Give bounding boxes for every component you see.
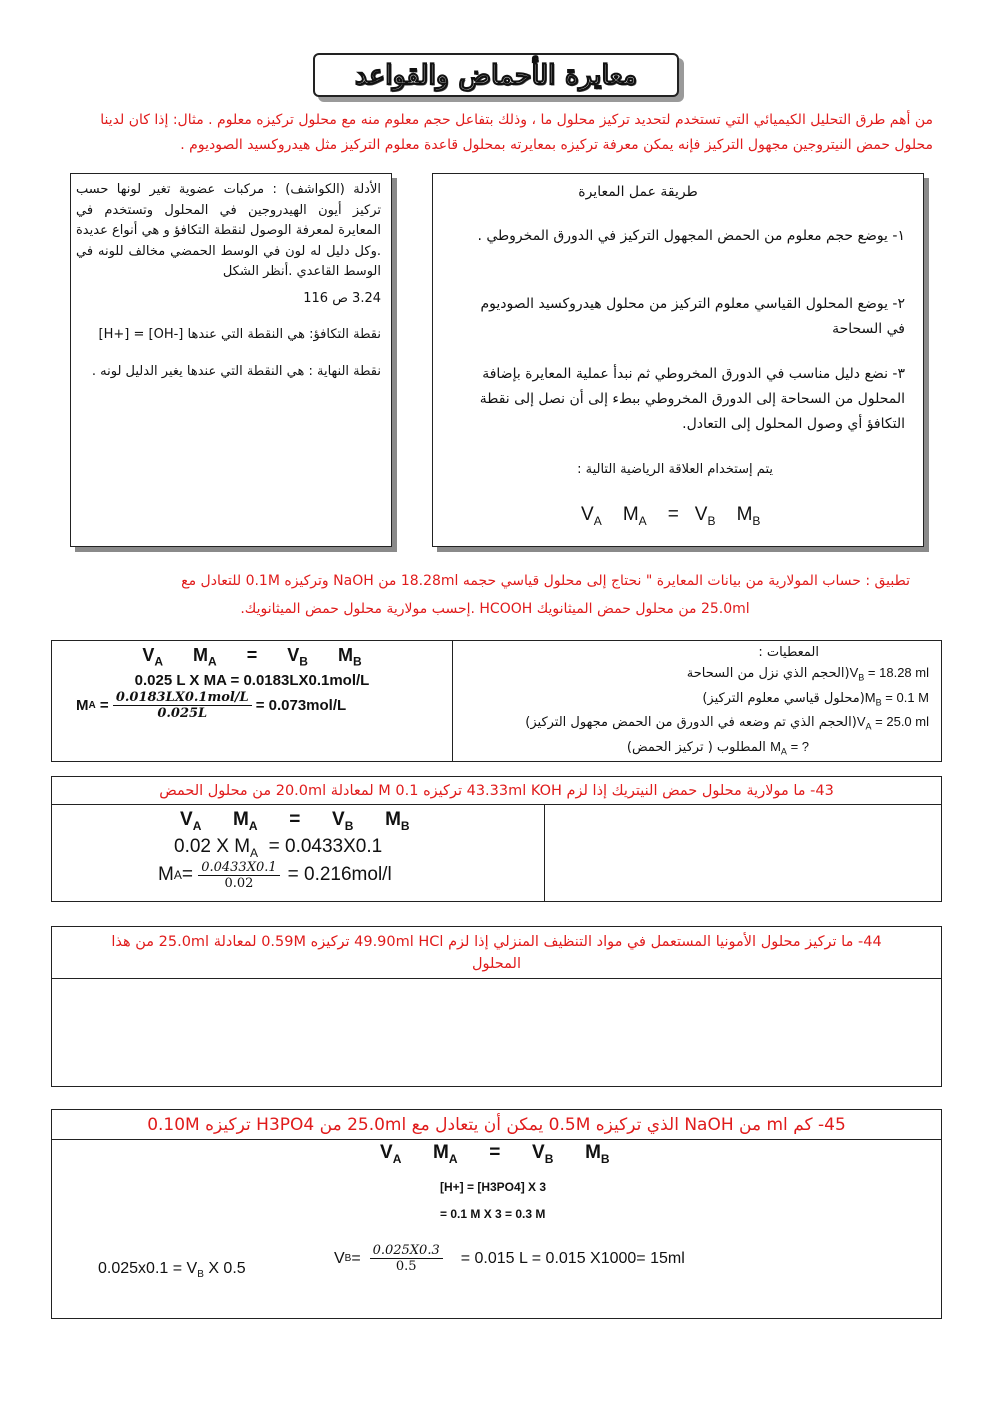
q45-h-line: [H+] = [H3PO4] X 3: [440, 1180, 547, 1194]
relation-label: يتم إستخدام العلاقة الرياضية التالية :: [577, 462, 773, 477]
question-44-answer-area: [52, 979, 942, 1087]
question-43-table: [51, 776, 942, 902]
question-45-table: [51, 1109, 942, 1319]
application-table: [51, 640, 942, 762]
q43-formula: $V_A$ $M_A$ = $V_B$ $M_B$: [180, 809, 410, 833]
title-banner: [313, 53, 679, 97]
procedure-heading: طريقة عمل المعايرة: [578, 184, 698, 200]
solution-substitution: 0.025 L X MA = 0.0183LX0.1mol/L: [134, 671, 370, 689]
indicators-text: [76, 180, 381, 382]
q45-result: V B = $\frac{0.025X0.3}{0.5}$ = 0.015 L = 0.015 X1000= 15ml: [334, 1243, 685, 1274]
indicators-box: [70, 173, 392, 547]
question-43-text: 43- ما مولارية محلول حمض النيتريك إذا لزم 43.33ml KOH تركيزه 0.1 M لمعادلة 20.0ml من محلول الحمض: [52, 777, 942, 805]
q45-left-equation: $0.025x0.1 = V_B$ X 0.5: [98, 1260, 246, 1281]
equivalence-point: نقطة التكافؤ: هي النقطة التي عندها [-OH] = [+H]: [98, 327, 381, 342]
question-45-text: 45- كم ml من NaOH الذي تركيزه 0.5M يمكن أن يتعادل مع 25.0ml من H3PO4 تركيزه 0.10M: [52, 1110, 942, 1140]
intro-paragraph: من أهم طرق التحليل الكيميائي التي تستخدم لتحديد تركيز محلول ما ، وذلك بتفاعل حجم معلوم منه مع محلول تركيزه معلوم . مثال: إذا كان لدينا محلول حمض النيتروجين مجهول التركيز فإنه يمكن معرفة تركيزه بمعايرته بمحلول قاعدة معلوم التركيز مثل هيدروكسيد الصوديوم .: [100, 112, 933, 153]
application-line-2: 25.0ml من محلول حمض الميثانويك HCOOH .إحسب مولارية محلول حمض الميثانويك.: [240, 601, 750, 617]
q45-formula: $V_A$ $M_A$ = $V_B$ $M_B$: [380, 1142, 610, 1166]
question-43-solution: [52, 805, 545, 902]
given-list: [453, 641, 941, 761]
solution-result: M A = $\frac{\text{0.0183LX0.1mol/L}}{0.025L}$ = 0.073mol/L: [76, 689, 347, 721]
solution-cell: [52, 641, 453, 762]
question-44-table: [51, 926, 942, 1087]
procedure-box: [432, 173, 924, 547]
indicators-definition: الأدلة (الكواشف) : مركبات عضوية تغير لونها حسب تركيز أيون الهيدروجين في المحلول وتستخدم في المعايرة لمعرفة الوصول لنقطة التكافؤ و هي أنواع عديدة .وكل دليل له لون في الوسط الحمضي مخالف للونه في الوسط القاعدي .أنظر الشكل: [76, 182, 381, 279]
solution-formula: $V_A$ $M_A$ = $V_B$ $M_B$: [142, 645, 362, 669]
question-44-text: 44- ما تركيز محلول الأمونيا المستعمل في مواد التنظيف المنزلي إذا لزم 49.90ml HCl تركيزه 0.59M لمعادلة 25.0ml من هذا المحلول: [52, 927, 942, 979]
titration-formula: $V_A$ $M_A$ = $V_B$ $M_B$: [581, 504, 761, 528]
q43-substitution: 0.02 X $M_A = 0.0433X0.1$: [174, 835, 383, 860]
given-item-3: (الحجم الذي تم وضعه في الدورق من الحمض مجهول التركيز) $V_A = 25.0$ ml: [525, 714, 929, 732]
given-item-1: (الحجم الذي نزل من السحاحة $V_B = 18.28$ ml: [686, 665, 929, 683]
question-43-empty-cell: [545, 805, 942, 902]
q43-result: M A = $\frac{0.0433X0.1}{0.02}$ = 0.216mol/l: [158, 859, 392, 891]
q43-fraction: $\frac{0.0433X0.1}{0.02}$: [198, 860, 279, 891]
procedure-step-2: ٢- يوضع المحلول القياسي معلوم التركيز من محلول هيدروكسيد الصوديوم في السحاحة: [480, 296, 905, 337]
given-title: المعطيات :: [758, 645, 819, 660]
application-line-1: تطبيق : حساب المولارية من بيانات المعايرة " نحتاج إلى محلول قياسي حجمه 18.28ml من NaOH وتركيزه 0.1M للتعادل مع: [181, 573, 910, 589]
given-item-4: المطلوب ( تركيز الحمض) $M_A$ = ?: [626, 738, 809, 757]
page-title: معايرة الأحماض والقواعد: [354, 59, 638, 91]
end-point: نقطة النهاية : هي النقطة التي عندها يغير الدليل لونه .: [91, 363, 381, 379]
procedure-step-3: ٣- نضع دليل مناسب في الدورق المخروطي ثم نبدأ عملية المعايرة بإضافة المحلول من السحاحة إلى الدورق المخروطي ببطء إلى أن نصل إلى نقطة التكافؤ أي وصول المحلول إلى التعادل.: [479, 366, 905, 432]
figure-reference: 3.24 ص 116: [303, 290, 381, 306]
q45-fraction: $\frac{0.025X0.3}{0.5}$: [370, 1243, 443, 1274]
given-item-2: (محلول قياسي معلوم التركيز) $M_B = 0.1$ M: [698, 689, 929, 708]
q45-h-value: = 0.1 M X 3 = 0.3 M: [440, 1207, 546, 1221]
procedure-step-1: ١- يوضع حجم معلوم من الحمض المجهول التركيز في الدورق المخروطي .: [477, 228, 905, 244]
question-45-solution: [52, 1140, 942, 1319]
application-text: [80, 567, 910, 623]
solution-fraction: $\frac{\text{0.0183LX0.1mol/L}}{0.025L}$: [113, 690, 252, 721]
given-cell: [453, 641, 942, 762]
